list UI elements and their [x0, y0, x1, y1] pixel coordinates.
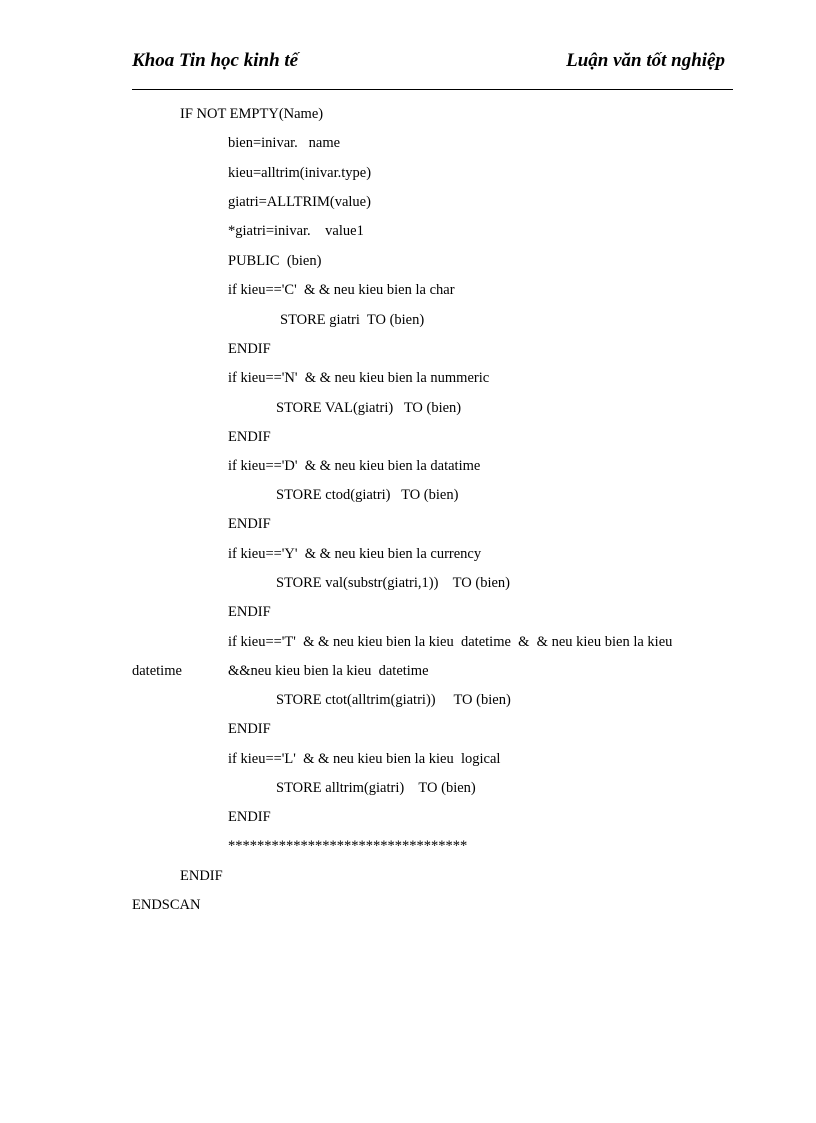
code-line: if kieu=='T' & & neu kieu bien la kieu datetime & & neu kieu bien la kieu — [228, 634, 673, 650]
code-line: ENDIF — [228, 604, 271, 620]
code-line: if kieu=='L' & & neu kieu bien la kieu logical — [228, 751, 501, 767]
code-line: if kieu=='C' & & neu kieu bien la char — [228, 282, 455, 298]
code-line: if kieu=='N' & & neu kieu bien la nummeric — [228, 370, 490, 386]
code-line: *giatri=inivar. value1 — [228, 223, 364, 239]
header-department-title: Khoa Tin học kinh tế — [132, 50, 299, 71]
code-line: STORE giatri TO (bien) — [280, 312, 425, 328]
code-line: IF NOT EMPTY(Name) — [180, 106, 324, 122]
header-divider — [132, 89, 733, 90]
code-line: ENDIF — [180, 868, 223, 884]
code-line: PUBLIC (bien) — [228, 253, 322, 269]
code-line: STORE VAL(giatri) TO (bien) — [276, 400, 462, 416]
header-thesis-title: Luận văn tốt nghiệp — [566, 50, 725, 71]
code-line: giatri=ALLTRIM(value) — [228, 194, 371, 210]
code-line: if kieu=='Y' & & neu kieu bien la currency — [228, 546, 482, 562]
code-line: ********************************* — [228, 838, 468, 854]
code-line: bien=inivar. name — [228, 135, 341, 151]
code-line: ENDIF — [228, 429, 271, 445]
code-line: &&neu kieu bien la kieu datetime — [228, 663, 429, 679]
code-line: STORE val(substr(giatri,1)) TO (bien) — [276, 575, 510, 591]
code-line: datetime — [132, 663, 182, 679]
code-line: ENDIF — [228, 721, 271, 737]
code-line: STORE ctot(alltrim(giatri)) TO (bien) — [276, 692, 511, 708]
code-line: STORE alltrim(giatri) TO (bien) — [276, 780, 476, 796]
code-line: if kieu=='D' & & neu kieu bien la datatime — [228, 458, 481, 474]
code-line: ENDIF — [228, 809, 271, 825]
code-line: kieu=alltrim(inivar.type) — [228, 165, 372, 181]
code-line: STORE ctod(giatri) TO (bien) — [276, 487, 459, 503]
code-line: ENDSCAN — [132, 897, 201, 913]
code-line: ENDIF — [228, 341, 271, 357]
code-line: ENDIF — [228, 516, 271, 532]
